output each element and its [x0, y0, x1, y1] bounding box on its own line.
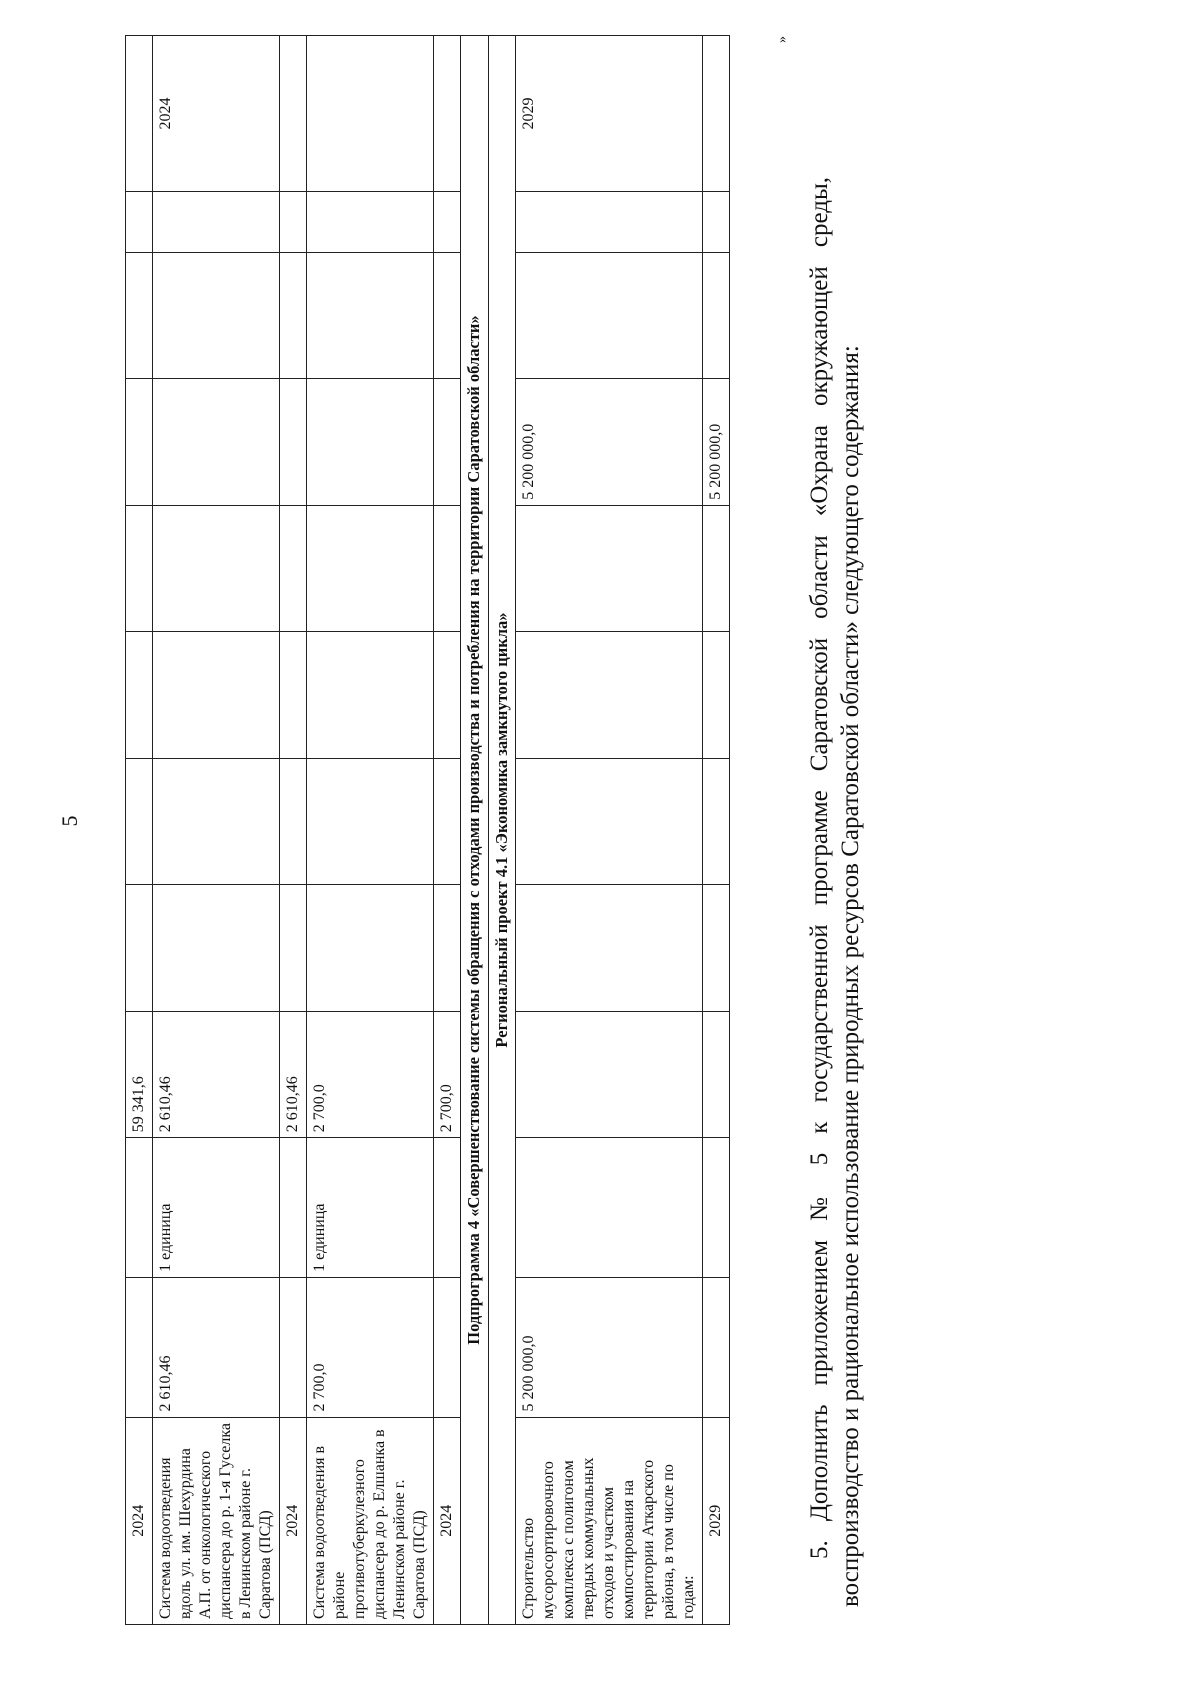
table-cell: [126, 252, 153, 379]
row-label-cell: Система водоотведения в районе противотуберкулезного диспансера до р. Елшанка в Ленинском районе г. Саратова (ПСД): [307, 1417, 434, 1624]
rotated-page-content: [125, 35, 891, 1625]
table-cell: [434, 379, 461, 506]
closing-quote: »: [775, 36, 790, 43]
table-cell: [516, 252, 703, 379]
table-row: [126, 36, 153, 1625]
table-cell: [307, 379, 434, 506]
table-cell: [434, 1138, 461, 1278]
table-cell: [703, 252, 730, 379]
table-cell: [280, 632, 307, 759]
table-cell: [516, 192, 703, 253]
row-label-cell: Система водоотведения вдоль ул. им. Шехурдина А.П. от онкологического диспансера до р. 1-я Гуселка в Ленинском районе г. Саратова (ПСД): [153, 1417, 280, 1624]
table-cell: [280, 1277, 307, 1417]
table-cell: 2 610,46: [153, 1277, 280, 1417]
table-row: [516, 36, 703, 1625]
table-cell: [126, 1277, 153, 1417]
table-cell: [126, 1138, 153, 1278]
table-cell: [126, 758, 153, 885]
table-cell: [703, 192, 730, 253]
table-cell: [434, 1277, 461, 1417]
table-cell: [280, 505, 307, 632]
table-cell: [280, 36, 307, 192]
table-cell: 2 700,0: [307, 1011, 434, 1138]
table-cell: [126, 379, 153, 506]
table-cell: [307, 252, 434, 379]
page-number: 5: [57, 815, 82, 827]
table-cell: [516, 758, 703, 885]
table-cell: [703, 36, 730, 192]
table-cell: 2 610,46: [153, 1011, 280, 1138]
table-cell: 2029: [516, 36, 703, 192]
table-cell: [434, 36, 461, 192]
table-cell: [126, 505, 153, 632]
table-row: [703, 36, 730, 1625]
table-cell: [126, 885, 153, 1012]
table-cell: [280, 252, 307, 379]
table-cell: [703, 632, 730, 759]
table-cell: [280, 379, 307, 506]
table-cell: [703, 505, 730, 632]
table-cell: [307, 192, 434, 253]
row-label-cell: 2024: [280, 1417, 307, 1624]
row-label-cell: Строительство мусоросортировочного комплекса с полигоном твердых коммунальных отходов и участком компостирования на территории Аткарского района, в том числе по годам:: [516, 1417, 703, 1624]
table-cell: [126, 36, 153, 192]
table-cell: [434, 505, 461, 632]
table-cell: 2 610,46: [280, 1011, 307, 1138]
table-cell: [153, 505, 280, 632]
table-cell: [516, 1011, 703, 1138]
table-cell: 1 единица: [153, 1138, 280, 1278]
table-cell: [153, 192, 280, 253]
table-cell: [153, 632, 280, 759]
table-cell: [153, 885, 280, 1012]
table-cell: [307, 36, 434, 192]
table-row: [434, 36, 461, 1625]
table-cell: [126, 632, 153, 759]
table-cell: [434, 252, 461, 379]
table-cell: 59 341,6: [126, 1011, 153, 1138]
table-cell: [126, 192, 153, 253]
subprogram-title: Подпрограмма 4 «Совершенствование системы обращения с отходами производства и потребления на территории Саратовской области»: [461, 36, 489, 1625]
table-cell: [434, 632, 461, 759]
project-row: [488, 36, 516, 1625]
row-label-cell: 2029: [703, 1417, 730, 1624]
table-cell: [153, 379, 280, 506]
table-cell: 1 единица: [307, 1138, 434, 1278]
table-cell: 5 200 000,0: [703, 379, 730, 506]
table-cell: [280, 192, 307, 253]
project-title: Региональный проект 4.1 «Экономика замкнутого цикла»: [488, 36, 516, 1625]
budget-table: [125, 35, 730, 1625]
subprogram-row: [461, 36, 489, 1625]
table-cell: [516, 505, 703, 632]
table-row: [280, 36, 307, 1625]
table-cell: [516, 1138, 703, 1278]
paragraph-5: 5. Дополнить приложением № 5 к государственной программе Саратовской области «Охрана окружающей среды, воспроизводство и рациональное использование природных ресурсов Саратовской области» следующего содержания:: [806, 177, 865, 1607]
table-cell: [434, 192, 461, 253]
row-label-cell: 2024: [126, 1417, 153, 1624]
table-cell: [153, 758, 280, 885]
table-cell: [516, 632, 703, 759]
table-cell: [703, 758, 730, 885]
table-cell: 5 200 000,0: [516, 1277, 703, 1417]
table-cell: 2024: [153, 36, 280, 192]
table-cell: [153, 252, 280, 379]
table-cell: [516, 885, 703, 1012]
table-cell: [434, 885, 461, 1012]
table-cell: 2 700,0: [307, 1277, 434, 1417]
table-cell: [280, 758, 307, 885]
table-row: [153, 36, 280, 1625]
table-cell: [434, 758, 461, 885]
table-cell: [280, 885, 307, 1012]
table-row: [307, 36, 434, 1625]
row-label-cell: 2024: [434, 1417, 461, 1624]
table-cell: [280, 1138, 307, 1278]
table-cell: [307, 758, 434, 885]
table-cell: [307, 505, 434, 632]
table-cell: [703, 1138, 730, 1278]
table-cell: [703, 885, 730, 1012]
table-cell: [703, 1011, 730, 1138]
table-cell: [703, 1277, 730, 1417]
table-cell: [307, 885, 434, 1012]
table-cell: 2 700,0: [434, 1011, 461, 1138]
table-cell: 5 200 000,0: [516, 379, 703, 506]
table-cell: [307, 632, 434, 759]
